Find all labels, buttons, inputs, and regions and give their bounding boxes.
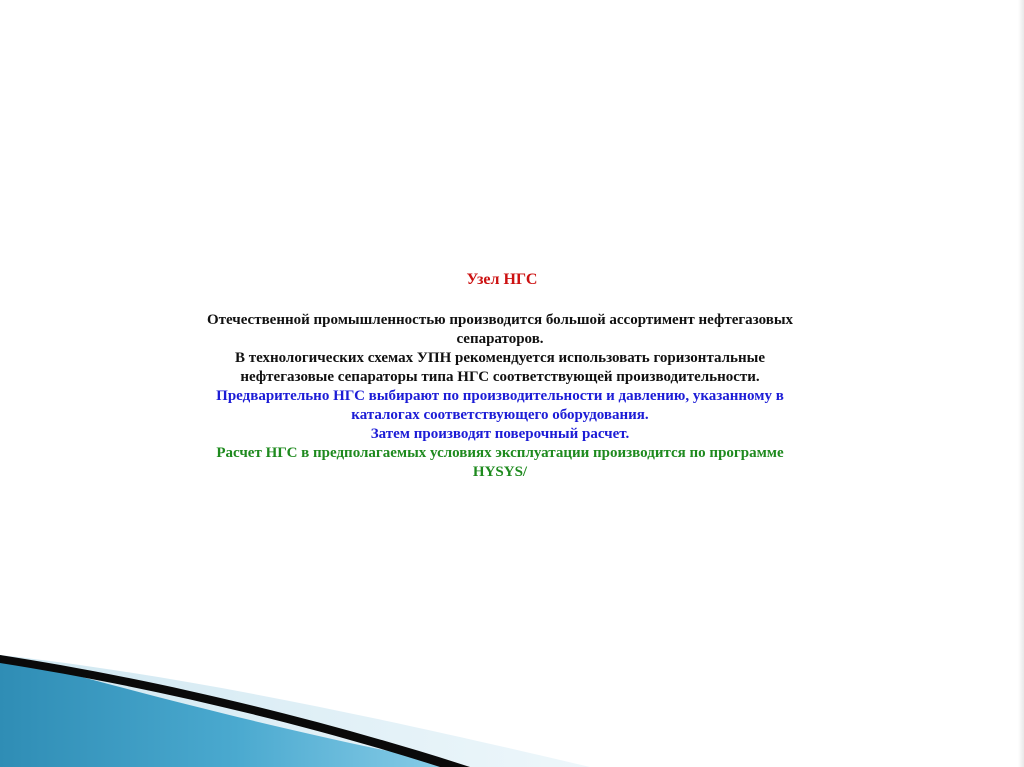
paragraph-verification: Затем производят поверочный расчет.	[370, 426, 630, 442]
paragraph-assortment: Отечественной промышленностью производится большой ассортимент нефтегазовых сепараторов.	[206, 312, 794, 347]
slide-content	[150, 270, 850, 482]
bottom-wave-decoration	[0, 637, 1024, 767]
paragraph-recommendation: В технологических схемах УПН рекомендуется использовать горизонтальные нефтегазовые сепараторы типа НГС соответствующей производительности.	[235, 350, 765, 385]
paragraph-preselection: Предварительно НГС выбирают по производительности и давлению, указанному в каталогах соответствующего оборудования.	[216, 388, 784, 423]
slide-title: Узел НГС	[466, 271, 538, 288]
paragraph-hysys: Расчет НГС в предполагаемых условиях эксплуатации производится по программе HYSYS/	[216, 445, 784, 480]
